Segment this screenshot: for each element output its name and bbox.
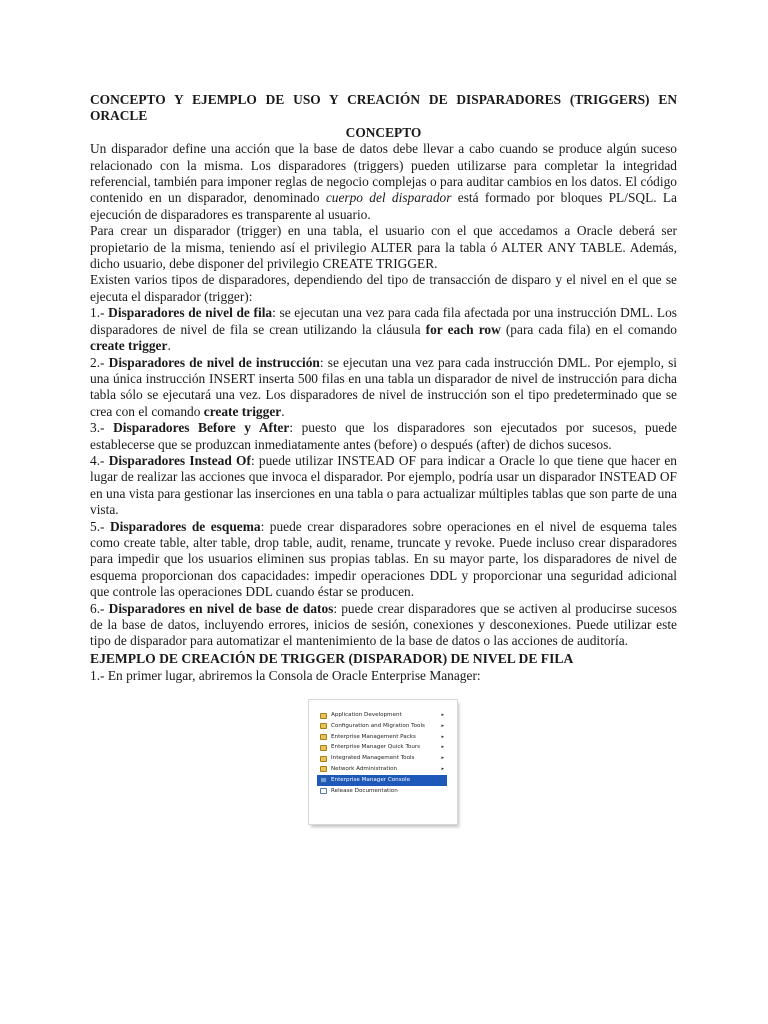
- text-run: está formado por bloques PL/SQL. La ejecución de disparadores es transparente al usuario.: [90, 190, 678, 222]
- item-term: Disparadores en nivel de base de datos: [108, 600, 334, 616]
- submenu-arrow-icon: ▸: [441, 712, 444, 718]
- menu-item[interactable]: [317, 710, 447, 721]
- paragraph-1: [90, 141, 677, 223]
- folder-icon: [320, 713, 327, 719]
- submenu-arrow-icon: ▸: [441, 733, 444, 740]
- list-item-5: [90, 519, 677, 601]
- paragraph-3: Existen varios tipos de disparadores, dependiendo del tipo de transacción de disparo y el nivel en el que se ejecuta el disparador (trigger):: [90, 272, 677, 304]
- text-run: .: [281, 403, 285, 419]
- section-heading-example: EJEMPLO DE CREACIÓN DE TRIGGER (DISPARADOR) DE NIVEL DE FILA: [90, 650, 574, 666]
- item-number: 6.-: [90, 600, 109, 616]
- menu-item-label: Enterprise Manager Console: [331, 776, 411, 783]
- text-run: : puede crear disparadores que se activen al producirse sucesos de la base de datos, incluyendo errores, inicios de sesión, conexiones y desconexiones. Puede utilizar este tipo de disparador para automatizar el mantenimiento de la base de datos o las acciones de auditoría.: [90, 600, 677, 649]
- text-run: (para cada fila) en el comando: [500, 321, 677, 337]
- item-term: Disparadores Before y After: [113, 420, 290, 436]
- text-run: : se ejecutan una vez para cada fila afectada por una instrucción DML. Los disparadores de nivel de fila se crean utilizando la cláusula: [90, 305, 677, 337]
- menu-item[interactable]: [317, 732, 447, 743]
- folder-icon: [320, 756, 327, 762]
- list-item-2: [90, 355, 677, 421]
- submenu-arrow-icon: ▸: [441, 765, 444, 772]
- italic-term: cuerpo del disparador: [325, 190, 452, 206]
- menu-item[interactable]: [317, 753, 447, 764]
- menu-item-label: Application Development: [331, 712, 402, 718]
- menu-item-label: Integrated Management Tools: [331, 755, 415, 762]
- menu-item[interactable]: [317, 786, 447, 797]
- item-number: 5.-: [90, 518, 110, 534]
- folder-icon: [320, 734, 327, 740]
- app-icon: [320, 777, 327, 783]
- text-run: : puede utilizar INSTEAD OF para indicar a Oracle lo que tiene que hacer en lugar de realizar las acciones que invoca el disparador. Por ejemplo, podría usar un disparador INSTEAD OF en una vista para gestionar las inserciones en una tabla o para actualizar múltiples tablas que son parte de una vista.: [90, 452, 677, 518]
- menu-item-label: Network Administration: [331, 765, 398, 772]
- menu-item[interactable]: [317, 742, 447, 753]
- item-term: Disparadores Instead Of: [108, 452, 251, 468]
- submenu-arrow-icon: ▸: [441, 755, 444, 762]
- code-term: create trigger: [203, 403, 282, 419]
- step-1: 1.- En primer lugar, abriremos la Consola de Oracle Enterprise Manager:: [90, 667, 481, 683]
- item-term: Disparadores de esquema: [109, 518, 261, 534]
- text-run: : puesto que los disparadores son ejecutados por sucesos, puede establecerse que se produzcan inmediatamente antes (before) o después (after) de dichos sucesos.: [90, 420, 678, 452]
- list-item-1: [90, 305, 677, 354]
- section-subtitle: CONCEPTO: [345, 124, 422, 140]
- item-number: 1.-: [90, 305, 109, 321]
- code-term: for each row: [425, 321, 501, 337]
- item-number: 2.-: [90, 354, 109, 370]
- submenu-arrow-icon: ▸: [441, 722, 444, 729]
- item-number: 4.-: [90, 452, 109, 468]
- text-run: .: [167, 338, 171, 354]
- item-term: Disparadores de nivel de fila: [108, 305, 273, 321]
- code-term: create trigger: [90, 338, 168, 354]
- menu-item-label: Release Documentation: [331, 787, 398, 794]
- menu-item[interactable]: [317, 775, 447, 786]
- document-title: CONCEPTO Y EJEMPLO DE USO Y CREACIÓN DE DISPARADORES (TRIGGERS) EN ORACLE: [90, 92, 677, 124]
- menu-item-label: Enterprise Management Packs: [331, 733, 416, 740]
- menu-item[interactable]: [317, 764, 447, 775]
- menu-item[interactable]: [317, 721, 447, 732]
- menu-item-label: Configuration and Migration Tools: [331, 722, 425, 729]
- item-term: Disparadores de nivel de instrucción: [108, 354, 320, 370]
- item-number: 3.-: [90, 420, 114, 436]
- oem-menu-screenshot: [309, 700, 457, 824]
- folder-icon: [320, 745, 327, 751]
- document-body: [90, 92, 677, 684]
- list-item-4: [90, 453, 677, 519]
- text-run: : se ejecutan una vez para cada instrucción DML. Por ejemplo, si una única instrucción INSERT inserta 500 filas en una tabla un disparador de nivel de instrucción para dicha tabla sólo se ejecutará una vez. Los disparadores de nivel de instrucción son el tipo predeterminado que se crea con el comando: [90, 354, 678, 419]
- text-run: : puede crear disparadores sobre operaciones en el nivel de esquema tales como create table, alter table, drop table, audit, rename, truncate y revoke. Puede incluso crear disparadores para impedir que los usuarios eliminen sus propias tablas. En su mayor parte, los disparadores de nivel de esquema proporcionan dos capacidades: impedir operaciones DDL y proporcionar una seguridad adicional que controle las operaciones DDL cuando éstar se producen.: [90, 518, 677, 600]
- folder-icon: [320, 723, 327, 729]
- menu-item-label: Enterprise Manager Quick Tours: [331, 744, 421, 751]
- folder-icon: [320, 766, 327, 772]
- list-item-6: [90, 601, 677, 650]
- list-item-3: [90, 420, 677, 453]
- paragraph-2: Para crear un disparador (trigger) en una tabla, el usuario con el que accedamos a Oracle deberá ser propietario de la misma, teniendo así el privilegio ALTER para la tabla ó ALTER ANY TABLE. Además, dicho usuario, debe disponer del privilegio CREATE TRIGGER.: [90, 223, 677, 272]
- text-run: Un disparador define una acción que la base de datos debe llevar a cabo cuando se produce algún suceso relacionado con la misma. Los disparadores (triggers) pueden utilizarse para completar la integridad referencial, también para imponer reglas de negocio complejas o para auditar cambios en los datos. El código contenido en un disparador, denominado: [90, 141, 677, 206]
- submenu-arrow-icon: ▸: [441, 744, 444, 751]
- document-icon: [320, 788, 327, 794]
- start-menu: [317, 710, 447, 796]
